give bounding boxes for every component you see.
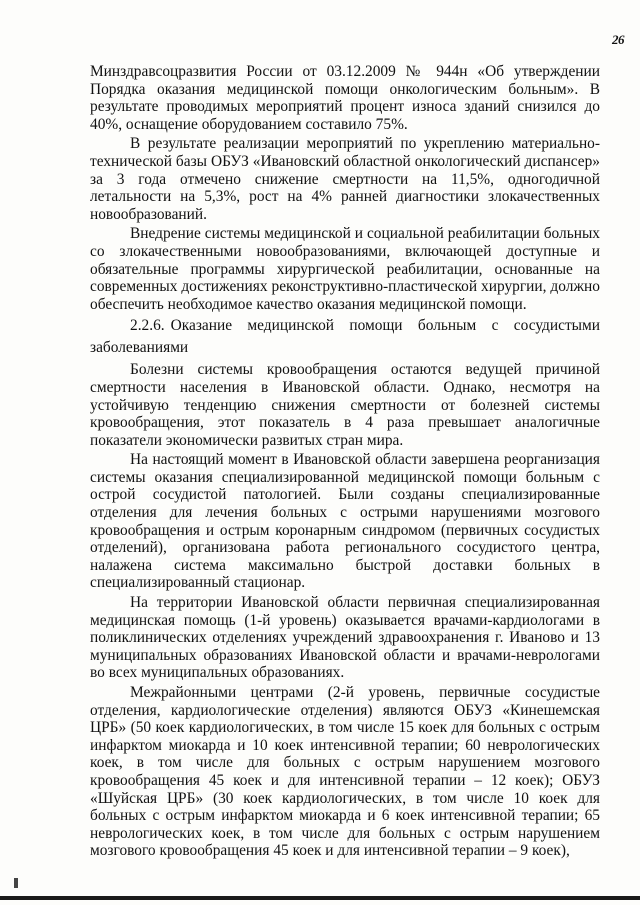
- paragraph: На настоящий момент в Ивановской области завершена реорганизация системы оказания специализированной медицинской помощи больным с острой сосудистой патологией. Были созданы специализированные отделения для лечения больных с острыми нарушениями мозгового кровообращения и острым коронарным синдромом (первичных сосудистых отделений), организована работа регионального сосудистого центра, налажена система максимально быстрой доставки больных в специализированный стационар.: [90, 451, 600, 592]
- paragraph: Межрайонными центрами (2-й уровень, первичные сосудистые отделения, кардиологические отделения) являются ОБУЗ «Кинешемская ЦРБ» (50 коек кардиологических, в том числе 15 коек для больных с острым инфарктом миокарда и 10 коек интенсивной терапии; 60 неврологических коек, в том числе для больных с острым нарушением мозгового кровообращения 45 коек и для интенсивной терапии – 12 коек); ОБУЗ «Шуйская ЦРБ» (30 коек кардиологических, в том числе 10 коек для больных с острым инфарктом миокарда и 6 коек интенсивной терапии; 65 неврологических коек, в том числе для больных с острым нарушением мозгового кровообращения 45 коек и для интенсивной терапии – 9 коек),: [90, 684, 600, 860]
- paragraph: Болезни системы кровообращения остаются ведущей причиной смертности населения в Ивановской области. Однако, несмотря на устойчивую тенденцию снижения смертности от болезней системы кровообращения, этот показатель в 4 раза превышает аналогичные показатели экономически развитых стран мира.: [90, 361, 600, 449]
- scan-bottom-edge: [0, 896, 640, 900]
- section-number: 2.2.6.: [130, 317, 165, 335]
- scan-artifact: [14, 878, 18, 888]
- document-body: [90, 63, 600, 860]
- section-heading: [90, 315, 600, 359]
- paragraph: В результате реализации мероприятий по укреплению материально-технической базы ОБУЗ «Ивановский областной онкологический диспансер» за 3 года отмечено снижение смертности на 11,5%, одногодичной летальности на 5,3%, рост на 4% ранней диагностики злокачественных новообразований.: [90, 135, 600, 223]
- paragraph: На территории Ивановской области первичная специализированная медицинская помощь (1-й уровень) оказывается врачами-кардиологами в поликлинических отделениях учреждений здравоохранения г. Иваново и 13 муниципальных образованиях Ивановской области и врачами-неврологами во всех муниципальных образованиях.: [90, 594, 600, 682]
- paragraph: Минздравсоцразвития России от 03.12.2009 № 944н «Об утверждении Порядка оказания медицинской помощи онкологическим больным». В результате проводимых мероприятий процент износа зданий снизился до 40%, оснащение оборудованием составило 75%.: [90, 63, 600, 133]
- page-number: 26: [612, 32, 624, 47]
- section-title: Оказание медицинской помощи больным с сосудистыми заболеваниями: [90, 317, 600, 357]
- paragraph: Внедрение системы медицинской и социальной реабилитации больных со злокачественными новообразованиями, включающей доступные и обязательные программы хирургической реабилитации, основанные на современных достижениях реконструктивно-пластической хирургии, должно обеспечить необходимое качество оказания медицинской помощи.: [90, 225, 600, 313]
